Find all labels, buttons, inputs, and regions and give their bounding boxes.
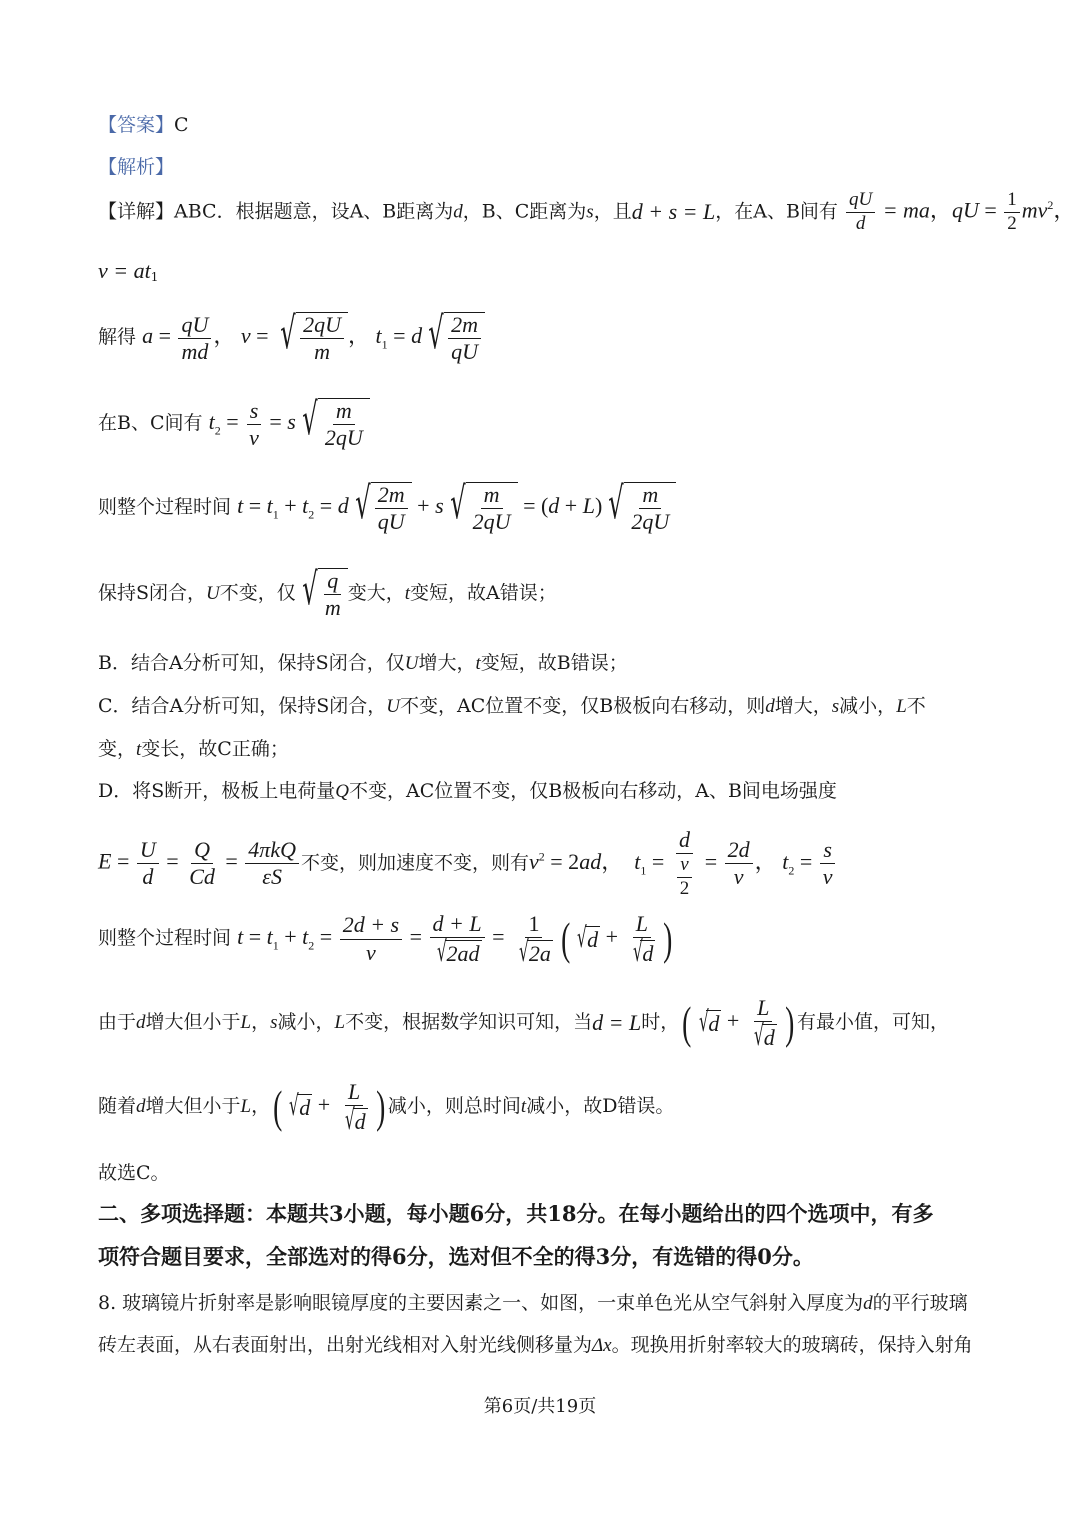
keep-s-text2: 不变，仅 (219, 582, 296, 605)
option-c-text: C．结合A分析可知，保持S闭合， (98, 695, 387, 717)
detail-text4: ，在A、B间有 (715, 200, 838, 223)
option-c-text5: 不 (906, 695, 926, 717)
since-text3: ， (251, 1011, 271, 1034)
section2-line2: 项符合题目要求，全部选对的得6分，选对但不全的得3分，有选错的得0分。 (98, 1244, 814, 1269)
as-d-line: 随着d增大但小于L，( √ d + L √ d ) 减小，则总时间t减小，故D错误。 (98, 1079, 675, 1137)
option-d-text2: 不变，AC位置不变，仅B极板向右移动，A、B间电场强度 (349, 780, 837, 802)
detail-text1: ABC．根据题意，设A、B距离为 (174, 200, 454, 223)
analysis-tag: 【解析】 (98, 156, 175, 178)
since-line: 由于d增大但小于L，s减小，L不变，根据数学知识可知，当d = L时，( √ d + L √ d ) 有最小值，可知， (98, 995, 950, 1053)
q8-line1b: 的平行玻璃 (872, 1292, 968, 1314)
option-d-formula-line: E = $\frac{U}{d}$ = $\frac{Q}{Cd}$ = $\frac{\text{4πkQ}}{\varepsilon S}$ 不变，则加速度不变，则有$v^2 = 2ad$， $t_1$ = $\frac{d}{\frac{v}{2}}$ = $\frac{2d}{v}$ ， $t_2$ = $\frac{s}{v}$ (98, 828, 984, 900)
detail-line: 【详解】ABC．根据题意，设A、B距离为d，B、C距离为s，且d + s = L，在A、B间有 $\frac{qU}{d}$ = ma，qU = $\frac{1}{2}$ $mv^2$， (98, 189, 1076, 234)
option-b-text: B．结合A分析可知，保持S闭合，仅 (98, 652, 405, 674)
since-text2: 增大但小于 (145, 1011, 241, 1034)
total-time-line1: 则整个过程时间 $t = t_1 + t_2 = d$ √ $\frac{2m}{qU}$ + s √ $\frac{m}{2qU}$ = (d + L) √ $\frac{m}{2qU}$ (98, 482, 984, 534)
bc-line: 在B、C间有 $t_2$ = $\frac{s}{v}$ = s √ $\frac{m}{2qU}$ (98, 398, 984, 450)
since-text4: 减小， (277, 1011, 335, 1034)
choose-line: 故选C。 (98, 1162, 170, 1184)
since-text5: 不变，根据数学知识可知，当 (345, 1011, 593, 1034)
since-text1: 由于 (98, 1011, 137, 1034)
option-c-text3: 增大， (774, 695, 832, 717)
since-text6: 时， (641, 1011, 680, 1034)
total2-label: 则整个过程时间 (98, 927, 232, 950)
option-c-text2: 不变，AC位置不变，仅B极板向右移动，则 (400, 695, 766, 717)
option-c-text7: 变长，故C正确； (141, 738, 289, 760)
option-b-line: B．结合A分析可知，保持S闭合，仅U增大，t变短，故B错误； (98, 652, 628, 674)
asd-text3: 减小，则总时间 (387, 1095, 521, 1118)
asd-text4: 减小，故D错误。 (526, 1095, 675, 1118)
q8-line2a: 砖左表面，从右表面射出，出射光线相对入射光线侧移量为 (98, 1334, 593, 1356)
bc-label: 在B、C间有 (98, 412, 203, 435)
option-d-text: D．将S断开，极板上电荷量 (98, 780, 336, 802)
option-b-text3: 变短，故B错误； (480, 652, 628, 674)
option-c-line2: 变，t变长，故C正确； (98, 738, 289, 760)
answer-value: C (174, 114, 189, 136)
solve-label: 解得 (98, 326, 137, 349)
total1-label: 则整个过程时间 (98, 496, 232, 519)
total-time-line2: 则整个过程时间 $t = t_1 + t_2$ = $\frac{2d + s}{v}$ = d + L √ 2ad = 1 √ 2a ( √ d + L √ d ) (98, 911, 673, 969)
keep-s-text1: 保持S闭合， (98, 582, 207, 605)
page-footer: 第6页/共19页 (483, 1396, 597, 1417)
question8-line2: 砖左表面，从右表面射出，出射光线相对入射光线侧移量为Δx。现换用折射率较大的玻璃砖，保持入射角 (98, 1334, 973, 1356)
keep-s-line: 保持S闭合，U不变，仅 √ $\frac{q}{m}$ 变大，t变短，故A错误； (98, 564, 557, 621)
velocity-formula: v = at (98, 258, 151, 283)
solve-line: 解得 a = $\frac{qU}{md}$ ， v = √ $\frac{2qU}{m}$ ， $t_1 = d$ √ $\frac{2m}{qU}$ (98, 312, 984, 364)
answer-line (98, 110, 984, 137)
answer-tag: 【答案】 (98, 114, 175, 136)
asd-text2: 增大但小于 (145, 1095, 241, 1118)
asd-text1: 随着 (98, 1095, 137, 1118)
detail-text3: ，且 (593, 200, 632, 223)
keep-s-text3: 变大， (347, 582, 405, 605)
keep-s-text4: 变短，故A错误； (410, 582, 557, 605)
q8-line1a: 8. 玻璃镜片折射率是影响眼镜厚度的主要因素之一、如图，一束单色光从空气斜射入厚度为 (98, 1292, 864, 1314)
q8-line2b: 。现换用折射率较大的玻璃砖，保持入射角 (611, 1334, 973, 1356)
question8-line1: 8. 玻璃镜片折射率是影响眼镜厚度的主要因素之一、如图，一束单色光从空气斜射入厚度为d的平行玻璃 (98, 1292, 968, 1314)
detail-text2: ，B、C距离为 (462, 200, 587, 223)
option-c-line: C．结合A分析可知，保持S闭合，U不变，AC位置不变，仅B极板向右移动，则d增大，s减小，L不 (98, 695, 926, 717)
option-d-line: D．将S断开，极板上电荷量Q不变，AC位置不变，仅B极板向右移动，A、B间电场强度 (98, 780, 837, 802)
section2-line1: 二、多项选择题：本题共3小题，每小题6分，共18分。在每小题给出的四个选项中，有多 (98, 1201, 934, 1226)
detail-tag: 【详解】 (98, 200, 175, 223)
option-b-text2: 增大， (418, 652, 476, 674)
detail-line2: $v = at_1$ (98, 258, 159, 284)
since-text7: 有最小值，可知， (797, 1011, 950, 1034)
option-c-text6: 变， (98, 738, 137, 760)
option-d-text3: 不变，则加速度不变，则有 (300, 851, 529, 874)
option-c-text4: 减小， (839, 695, 897, 717)
